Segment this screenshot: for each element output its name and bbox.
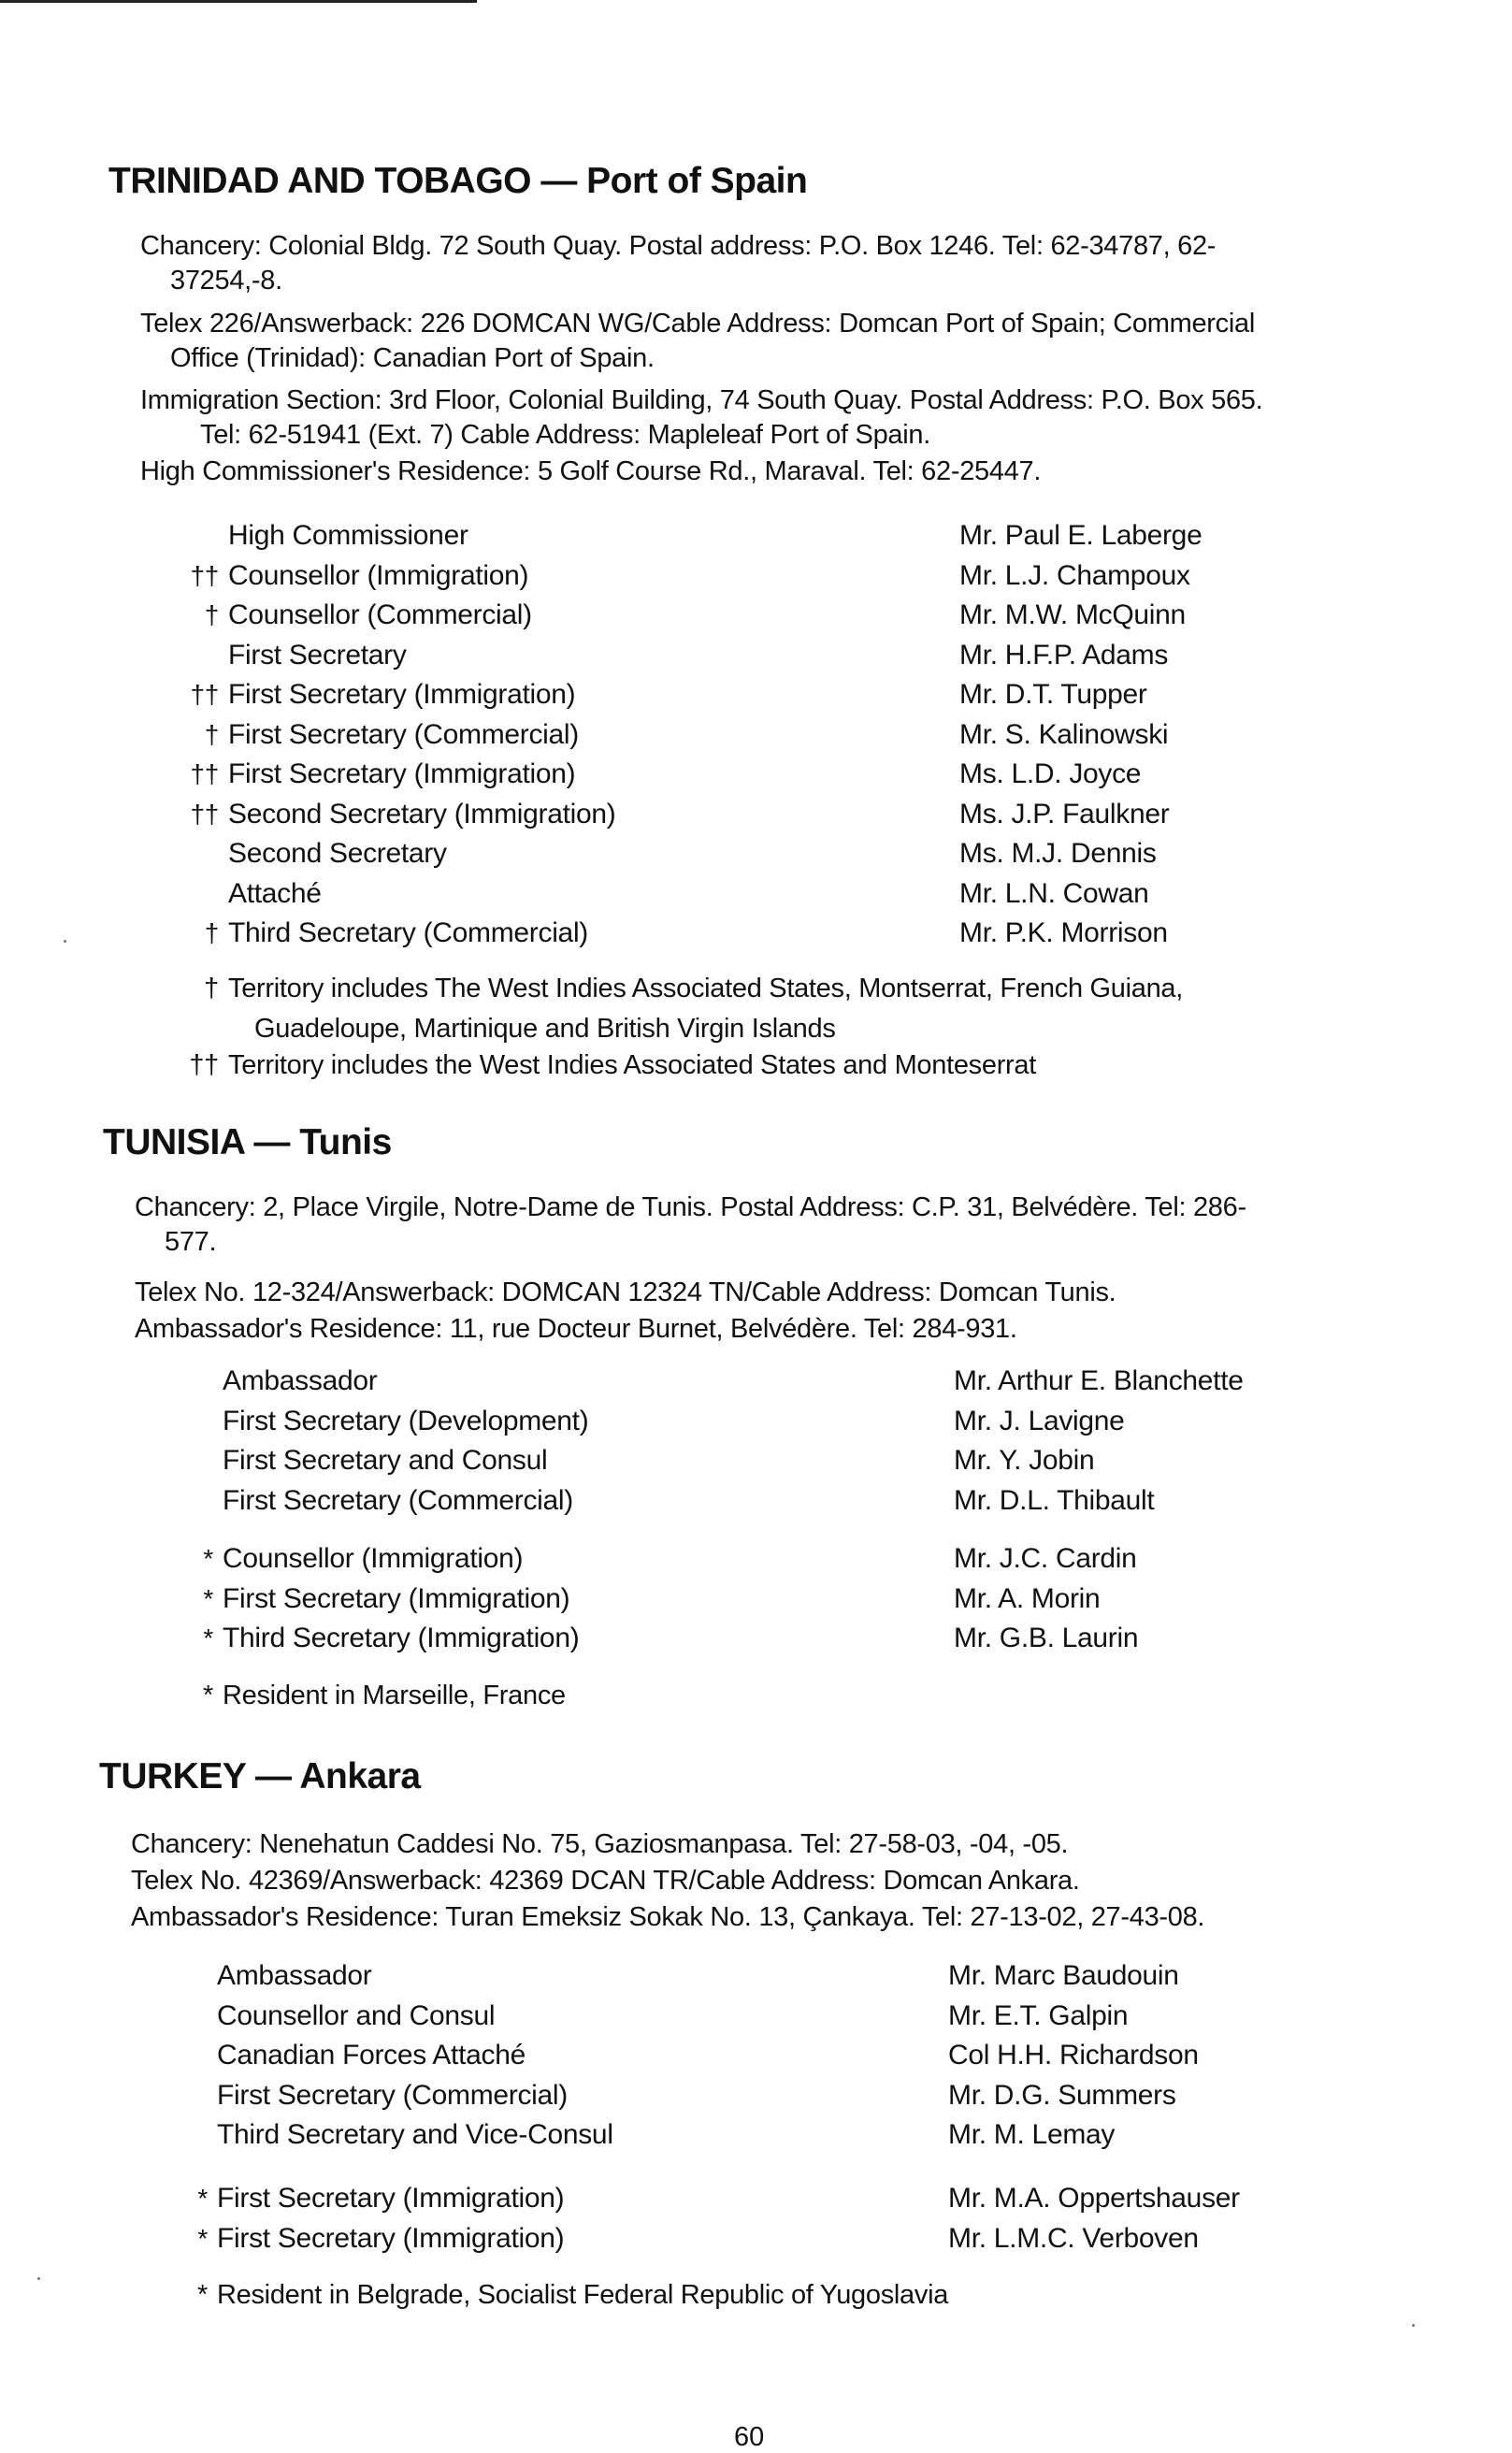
staff-title: Counsellor (Immigration)	[223, 1543, 524, 1574]
footnote	[170, 1678, 566, 1713]
footnote-marker: *	[203, 1623, 213, 1652]
section-title: TURKEY — Ankara	[99, 1756, 421, 1796]
staff-title: Ambassador	[223, 1365, 378, 1396]
staff-name: Col H.H. Richardson	[948, 2040, 1199, 2071]
footnote	[176, 971, 1183, 1006]
staff-name: Mr. M.A. Oppertshauser	[948, 2183, 1240, 2214]
info-line: High Commissioner's Residence: 5 Golf Course Rd., Maraval. Tel: 62-25447.	[140, 456, 1042, 486]
staff-row	[165, 1956, 1333, 1997]
staff-name: Mr. D.T. Tupper	[959, 679, 1147, 710]
staff-row	[176, 556, 1298, 597]
staff-title: First Secretary (Commercial)	[223, 1484, 573, 1516]
staff-name: Ms. M.J. Dennis	[959, 838, 1157, 869]
staff-row	[176, 834, 1298, 874]
staff-title: First Secretary (Immigration)	[228, 758, 576, 789]
info-line: Office (Trinidad): Canadian Port of Spain.	[170, 343, 655, 373]
staff-title: First Secretary (Immigration)	[217, 2183, 565, 2214]
staff-title: Third Secretary (Commercial)	[228, 917, 588, 948]
staff-name: Mr. M. Lemay	[948, 2119, 1116, 2150]
footnote-marker: *	[197, 2223, 208, 2253]
staff-name: Mr. D.G. Summers	[948, 2079, 1176, 2111]
info-line: Tel: 62-51941 (Ext. 7) Cable Address: Mapleleaf Port of Spain.	[200, 420, 930, 450]
staff-name: Mr. L.M.C. Verboven	[948, 2222, 1199, 2254]
staff-title: First Secretary (Immigration)	[223, 1582, 570, 1614]
staff-title: Second Secretary	[228, 838, 447, 869]
staff-name: Mr. L.J. Champoux	[959, 559, 1190, 591]
staff-name: Mr. M.W. McQuinn	[959, 599, 1186, 630]
page-number: 60	[734, 2422, 765, 2452]
staff-name: Ms. L.D. Joyce	[959, 758, 1142, 789]
info-line: Chancery: Nenehatun Caddesi No. 75, Gaziosmanpasa. Tel: 27-58-03, -04, -05.	[131, 1829, 1069, 1859]
staff-name: Mr. P.K. Morrison	[959, 917, 1168, 948]
staff-row	[176, 715, 1298, 756]
staff-title: Second Secretary (Immigration)	[228, 798, 616, 830]
footnote-text: Resident in Belgrade, Socialist Federal Republic of Yugoslavia	[217, 2280, 949, 2310]
footnote-text: Territory includes the West Indies Associated States and Monteserrat	[228, 1050, 1037, 1080]
staff-row	[176, 675, 1298, 715]
staff-title: Canadian Forces Attaché	[217, 2040, 526, 2071]
scan-speck	[1412, 2324, 1415, 2327]
staff-title: Counsellor (Immigration)	[228, 559, 529, 591]
top-rule	[0, 0, 477, 3]
staff-row	[176, 795, 1298, 835]
info-line: Chancery: Colonial Bldg. 72 South Quay. Postal address: P.O. Box 1246. Tel: 62-34787, 62-	[140, 231, 1217, 261]
footnote-marker: *	[203, 1583, 213, 1613]
staff-title: First Secretary (Immigration)	[217, 2222, 565, 2254]
footnote-marker: ††	[189, 1050, 219, 1080]
staff-name: Mr. Y. Jobin	[954, 1445, 1095, 1476]
info-line: Telex No. 12-324/Answerback: DOMCAN 12324 TN/Cable Address: Domcan Tunis.	[135, 1277, 1116, 1307]
info-line: 37254,-8.	[170, 266, 282, 296]
footnote	[176, 1047, 1036, 1083]
staff-name: Mr. Paul E. Laberge	[959, 520, 1202, 551]
footnote-marker: †	[204, 918, 219, 947]
footnote-marker: †	[204, 600, 219, 629]
staff-title: First Secretary	[228, 639, 407, 671]
footnote-text: Guadeloupe, Martinique and British Virgin Islands	[254, 1014, 836, 1044]
footnote-marker: ††	[190, 799, 219, 829]
staff-name: Mr. Marc Baudouin	[948, 1960, 1179, 1991]
staff-title: First Secretary (Commercial)	[217, 2079, 568, 2111]
section-title: TRINIDAD AND TOBAGO — Port of Spain	[108, 161, 808, 201]
staff-row	[170, 1580, 1292, 1620]
staff-name: Mr. G.B. Laurin	[954, 1623, 1139, 1653]
staff-list	[165, 2179, 1333, 2258]
staff-row	[170, 1539, 1292, 1580]
footnote-text: Resident in Marseille, France	[223, 1681, 566, 1710]
staff-row	[176, 596, 1298, 636]
staff-row	[170, 1481, 1292, 1522]
info-line: 577.	[165, 1227, 217, 1257]
staff-row	[165, 2219, 1333, 2259]
staff-row	[165, 2036, 1333, 2076]
staff-row	[176, 755, 1298, 795]
staff-row	[165, 1997, 1333, 2037]
footnote-marker: †	[204, 719, 219, 749]
staff-title: Third Secretary and Vice-Consul	[217, 2119, 613, 2150]
staff-title: Counsellor (Commercial)	[228, 599, 532, 630]
staff-title: First Secretary (Development)	[223, 1405, 589, 1436]
staff-list	[165, 1956, 1333, 2156]
staff-name: Mr. S. Kalinowski	[959, 718, 1169, 750]
staff-name: Mr. J. Lavigne	[954, 1405, 1125, 1436]
staff-title: First Secretary (Commercial)	[228, 718, 579, 750]
footnote-marker: ††	[190, 680, 219, 709]
staff-row	[165, 2115, 1333, 2156]
scan-speck	[64, 940, 66, 943]
staff-title: Third Secretary (Immigration)	[223, 1623, 580, 1653]
footnote-marker: *	[203, 1544, 213, 1573]
info-line: Chancery: 2, Place Virgile, Notre-Dame de Tunis. Postal Address: C.P. 31, Belvédère. Tel: 286-	[135, 1192, 1246, 1222]
footnote-marker: *	[203, 1681, 213, 1710]
info-line: Telex 226/Answerback: 226 DOMCAN WG/Cable Address: Domcan Port of Spain; Commercial	[140, 309, 1255, 339]
footnote-marker: *	[197, 2280, 208, 2310]
staff-title: Attaché	[228, 877, 322, 909]
info-line: Telex No. 42369/Answerback: 42369 DCAN TR/Cable Address: Domcan Ankara.	[131, 1866, 1080, 1896]
footnote-marker: †	[204, 974, 219, 1003]
staff-name: Mr. H.F.P. Adams	[959, 639, 1169, 671]
staff-title: First Secretary (Immigration)	[228, 679, 576, 710]
staff-name: Mr. L.N. Cowan	[959, 877, 1149, 909]
info-line: Ambassador's Residence: Turan Emeksiz Sokak No. 13, Çankaya. Tel: 27-13-02, 27-43-08.	[131, 1902, 1205, 1932]
staff-name: Mr. D.L. Thibault	[954, 1484, 1155, 1516]
staff-row	[170, 1362, 1292, 1402]
footnote-marker: ††	[190, 759, 219, 788]
staff-row	[176, 516, 1298, 556]
staff-name: Mr. E.T. Galpin	[948, 1999, 1129, 2031]
staff-title: High Commissioner	[228, 520, 468, 551]
info-line: Immigration Section: 3rd Floor, Colonial Building, 74 South Quay. Postal Address: P.O. Box 565.	[140, 385, 1263, 415]
staff-title: First Secretary and Consul	[223, 1445, 548, 1476]
staff-row	[170, 1619, 1292, 1659]
section-title: TUNISIA — Tunis	[103, 1122, 392, 1162]
footnote-marker: *	[197, 2184, 208, 2213]
staff-row	[176, 914, 1298, 954]
staff-row	[170, 1402, 1292, 1442]
footnote	[165, 2277, 948, 2313]
staff-row	[176, 636, 1298, 676]
staff-row	[176, 874, 1298, 915]
staff-title: Counsellor and Consul	[217, 1999, 496, 2031]
staff-name: Mr. Arthur E. Blanchette	[954, 1365, 1244, 1396]
staff-list	[170, 1539, 1292, 1659]
staff-list	[176, 516, 1298, 954]
staff-row	[165, 2179, 1333, 2219]
staff-row	[165, 2076, 1333, 2116]
footnote-text: Territory includes The West Indies Associated States, Montserrat, French Guiana,	[228, 974, 1184, 1003]
info-line: Ambassador's Residence: 11, rue Docteur Burnet, Belvédère. Tel: 284-931.	[135, 1314, 1017, 1344]
footnote-marker: ††	[190, 560, 219, 590]
staff-row	[170, 1441, 1292, 1481]
staff-list	[170, 1362, 1292, 1521]
footnote	[202, 1011, 836, 1046]
scan-speck	[37, 2277, 40, 2280]
staff-name: Mr. J.C. Cardin	[954, 1543, 1137, 1574]
staff-name: Ms. J.P. Faulkner	[959, 798, 1170, 830]
staff-title: Ambassador	[217, 1960, 372, 1991]
staff-name: Mr. A. Morin	[954, 1582, 1101, 1614]
